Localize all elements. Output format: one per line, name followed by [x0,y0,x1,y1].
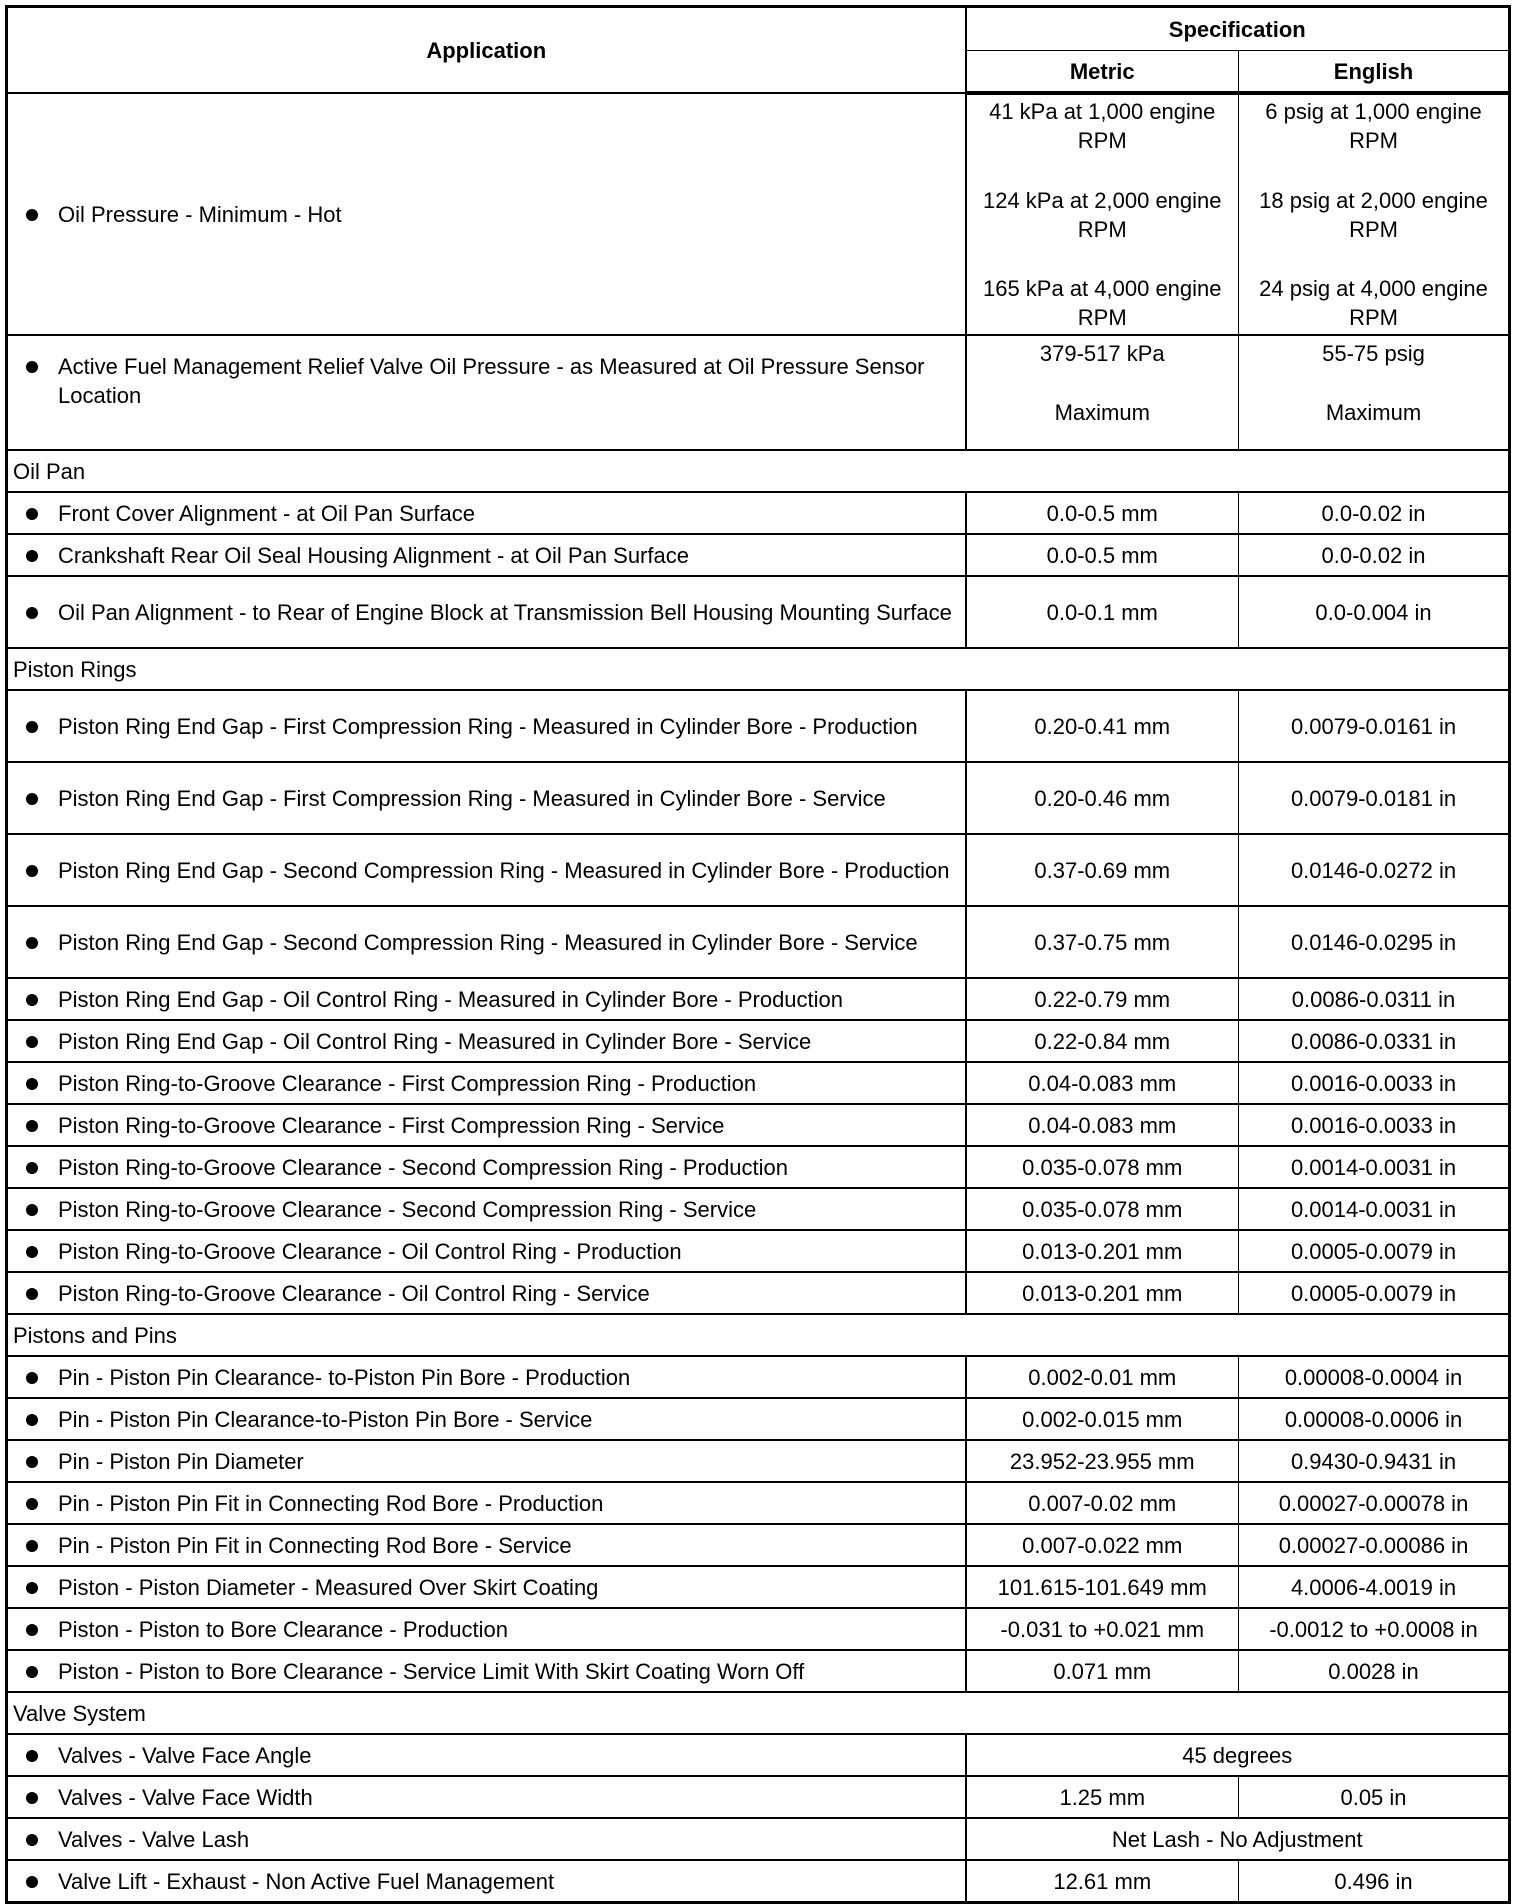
application-text: Pin - Piston Pin Fit in Connecting Rod Bore - Production [58,1490,604,1516]
table-row [7,576,1510,648]
application-cell [7,576,966,648]
application-cell [7,492,966,534]
metric-cell: 0.007-0.022 mm [966,1524,1239,1566]
application-text: Piston Ring-to-Groove Clearance - Oil Control Ring - Production [58,1238,682,1264]
english-cell: 0.0005-0.0079 in [1239,1230,1510,1272]
application-cell [7,1398,966,1440]
column-header-application [7,7,966,94]
application-text: Piston Ring End Gap - Oil Control Ring - Measured in Cylinder Bore - Production [58,986,844,1012]
section-header-piston-rings [7,648,1510,690]
metric-qualifier: Maximum [1054,400,1150,425]
english-cell: 0.0014-0.0031 in [1239,1188,1510,1230]
table-row [7,1860,1510,1903]
specification-header-label: Specification [1168,16,1306,42]
english-cell: 0.0005-0.0079 in [1239,1272,1510,1314]
english-cell: 0.0079-0.0181 in [1239,762,1510,834]
application-text: Piston Ring End Gap - First Compression Ring - Measured in Cylinder Bore - Service [58,785,886,811]
metric-cell: 0.04-0.083 mm [966,1062,1239,1104]
section-title: Valve System [7,1692,1510,1734]
metric-value: 379-517 kPa [1039,341,1165,366]
table-row [7,534,1510,576]
metric-cell [966,335,1239,450]
application-cell [7,1860,966,1903]
bullet-icon [26,1666,38,1678]
metric-cell: 0.013-0.201 mm [966,1272,1239,1314]
application-cell [7,534,966,576]
metric-cell: 0.007-0.02 mm [966,1482,1239,1524]
bullet-icon [26,1624,38,1636]
table-row [7,1650,1510,1692]
metric-cell: 0.22-0.79 mm [966,978,1239,1020]
application-text: Pin - Piston Pin Fit in Connecting Rod Bore - Service [58,1532,572,1558]
application-cell [7,1650,966,1692]
application-text: Pin - Piston Pin Clearance- to-Piston Pin Bore - Production [58,1364,631,1390]
application-cell [7,1356,966,1398]
metric-cell: 0.013-0.201 mm [966,1230,1239,1272]
english-cell: 0.0086-0.0311 in [1239,978,1510,1020]
application-cell [7,834,966,906]
application-text: Piston Ring-to-Groove Clearance - First Compression Ring - Service [58,1112,725,1138]
english-cell: 0.0079-0.0161 in [1239,690,1510,762]
english-cell: 0.0-0.02 in [1239,492,1510,534]
application-cell [7,335,966,450]
section-header-pistons-pins [7,1314,1510,1356]
table-row-afm-relief-pressure [7,335,1510,450]
application-cell [7,1020,966,1062]
table-row [7,1440,1510,1482]
english-cell [1239,335,1510,450]
application-cell [7,1104,966,1146]
metric-cell: 0.035-0.078 mm [966,1188,1239,1230]
bullet-icon [26,937,38,949]
english-cell: 0.00008-0.0006 in [1239,1398,1510,1440]
application-text: Valves - Valve Face Width [58,1784,313,1810]
table-row [7,1524,1510,1566]
bullet-icon [26,1498,38,1510]
table-row [7,1356,1510,1398]
bullet-icon [26,508,38,520]
application-cell [7,1062,966,1104]
application-text: Piston Ring-to-Groove Clearance - Second Compression Ring - Production [58,1154,789,1180]
application-cell [7,690,966,762]
english-cell: 0.00027-0.00078 in [1239,1482,1510,1524]
metric-cell: 0.002-0.01 mm [966,1356,1239,1398]
application-cell [7,1818,966,1860]
english-value: 6 psig at 1,000 engine RPM [1265,99,1482,153]
bullet-icon [26,1078,38,1090]
table-row [7,762,1510,834]
bullet-icon [26,1372,38,1384]
english-value: 24 psig at 4,000 engine RPM [1259,276,1488,330]
metric-cell: 0.04-0.083 mm [966,1104,1239,1146]
application-cell [7,1608,966,1650]
combined-spec-cell: Net Lash - No Adjustment [966,1818,1510,1860]
english-cell: 0.9430-0.9431 in [1239,1440,1510,1482]
table-row [7,1020,1510,1062]
section-title: Oil Pan [7,450,1510,492]
metric-header-label: Metric [1069,58,1135,84]
english-cell: 0.0028 in [1239,1650,1510,1692]
english-qualifier: Maximum [1325,400,1422,425]
bullet-icon [26,1414,38,1426]
table-row [7,1146,1510,1188]
bullet-icon [26,550,38,562]
specification-table [5,5,1511,1904]
metric-value: 124 kPa at 2,000 engine RPM [982,187,1222,242]
table-row [7,1566,1510,1608]
metric-cell: 1.25 mm [966,1776,1239,1818]
application-cell [7,93,966,335]
application-text: Valves - Valve Face Angle [58,1742,312,1768]
bullet-icon [26,1456,38,1468]
bullet-icon [26,1540,38,1552]
combined-spec-cell: 45 degrees [966,1734,1510,1776]
table-row [7,1776,1510,1818]
application-text: Piston - Piston to Bore Clearance - Production [58,1616,509,1642]
application-text: Front Cover Alignment - at Oil Pan Surface [58,500,475,526]
bullet-icon [26,793,38,805]
metric-cell: 0.035-0.078 mm [966,1146,1239,1188]
application-text: Piston Ring End Gap - First Compression Ring - Measured in Cylinder Bore - Production [58,713,918,739]
application-header-label: Application [426,37,547,63]
metric-value: 165 kPa at 4,000 engine RPM [982,276,1222,330]
bullet-icon [26,1204,38,1216]
english-value: 55-75 psig [1322,341,1425,366]
metric-cell: 0.20-0.41 mm [966,690,1239,762]
table-row [7,1062,1510,1104]
bullet-icon [26,1036,38,1048]
application-cell [7,762,966,834]
application-cell [7,1230,966,1272]
application-cell [7,906,966,978]
table-row [7,978,1510,1020]
metric-cell: 0.37-0.75 mm [966,906,1239,978]
application-text: Active Fuel Management Relief Valve Oil Pressure - as Measured at Oil Pressure Sensor Location [58,354,925,408]
metric-cell: 12.61 mm [966,1860,1239,1903]
metric-cell: 0.002-0.015 mm [966,1398,1239,1440]
english-cell: 0.0146-0.0295 in [1239,906,1510,978]
table-row [7,1608,1510,1650]
section-header-oil-pan [7,450,1510,492]
section-header-valve-system [7,1692,1510,1734]
metric-cell: 0.0-0.1 mm [966,576,1239,648]
metric-cell: 0.22-0.84 mm [966,1020,1239,1062]
english-cell: 0.0-0.02 in [1239,534,1510,576]
table-row [7,690,1510,762]
application-text: Oil Pressure - Minimum - Hot [58,201,342,227]
bullet-icon [26,1120,38,1132]
table-row-oil-pressure [7,93,1510,335]
application-text: Piston - Piston Diameter - Measured Over Skirt Coating [58,1574,599,1600]
english-cell: 0.496 in [1239,1860,1510,1903]
table-row [7,1230,1510,1272]
english-cell: 0.0014-0.0031 in [1239,1146,1510,1188]
english-cell: 0.0016-0.0033 in [1239,1104,1510,1146]
english-cell: 0.0146-0.0272 in [1239,834,1510,906]
bullet-icon [26,361,38,373]
column-header-specification [966,7,1510,51]
bullet-icon [26,1288,38,1300]
section-title: Piston Rings [7,648,1510,690]
english-cell: 0.05 in [1239,1776,1510,1818]
application-cell [7,1524,966,1566]
bullet-icon [26,1792,38,1804]
application-text: Crankshaft Rear Oil Seal Housing Alignment - at Oil Pan Surface [58,542,689,568]
application-text: Piston Ring End Gap - Oil Control Ring - Measured in Cylinder Bore - Service [58,1028,812,1054]
table-row [7,1482,1510,1524]
metric-cell [966,93,1239,335]
section-title: Pistons and Pins [7,1314,1510,1356]
english-cell: 0.00008-0.0004 in [1239,1356,1510,1398]
metric-cell: 0.37-0.69 mm [966,834,1239,906]
table-row [7,1734,1510,1776]
bullet-icon [26,865,38,877]
application-text: Piston Ring End Gap - Second Compression Ring - Measured in Cylinder Bore - Production [58,857,950,883]
application-cell [7,1566,966,1608]
table-row [7,1818,1510,1860]
application-cell [7,1734,966,1776]
application-text: Pin - Piston Pin Diameter [58,1448,304,1474]
table-row [7,906,1510,978]
application-cell [7,978,966,1020]
application-text: Valve Lift - Exhaust - Non Active Fuel Management [58,1868,555,1894]
application-text: Piston Ring-to-Groove Clearance - Oil Control Ring - Service [58,1280,650,1306]
english-cell: 0.00027-0.00086 in [1239,1524,1510,1566]
english-cell: 4.0006-4.0019 in [1239,1566,1510,1608]
metric-cell: 101.615-101.649 mm [966,1566,1239,1608]
english-value: 18 psig at 2,000 engine RPM [1259,187,1488,242]
application-text: Valves - Valve Lash [58,1826,250,1852]
table-row [7,1272,1510,1314]
metric-cell: 0.071 mm [966,1650,1239,1692]
application-text: Pin - Piston Pin Clearance-to-Piston Pin Bore - Service [58,1406,593,1432]
application-text: Oil Pan Alignment - to Rear of Engine Block at Transmission Bell Housing Mounting Surface [58,599,952,625]
bullet-icon [26,209,38,221]
metric-cell: 23.952-23.955 mm [966,1440,1239,1482]
bullet-icon [26,994,38,1006]
table-row [7,492,1510,534]
table-row [7,1398,1510,1440]
application-text: Piston - Piston to Bore Clearance - Service Limit With Skirt Coating Worn Off [58,1658,805,1684]
column-header-english [1239,51,1510,94]
table-row [7,1104,1510,1146]
application-cell [7,1440,966,1482]
english-header-label: English [1333,58,1414,84]
bullet-icon [26,721,38,733]
application-text: Piston Ring-to-Groove Clearance - Second Compression Ring - Service [58,1196,757,1222]
metric-value: 41 kPa at 1,000 engine RPM [989,99,1216,153]
application-cell [7,1146,966,1188]
application-cell [7,1482,966,1524]
application-cell [7,1272,966,1314]
english-cell: 0.0016-0.0033 in [1239,1062,1510,1104]
english-cell: -0.0012 to +0.0008 in [1239,1608,1510,1650]
bullet-icon [26,1162,38,1174]
bullet-icon [26,1582,38,1594]
bullet-icon [26,1750,38,1762]
english-cell [1239,93,1510,335]
application-text: Piston Ring End Gap - Second Compression Ring - Measured in Cylinder Bore - Service [58,929,918,955]
application-cell [7,1188,966,1230]
bullet-icon [26,1246,38,1258]
table-row [7,834,1510,906]
application-cell [7,1776,966,1818]
metric-cell: 0.0-0.5 mm [966,492,1239,534]
english-cell: 0.0086-0.0331 in [1239,1020,1510,1062]
table-row [7,1188,1510,1230]
column-header-metric [966,51,1239,94]
metric-cell: 0.20-0.46 mm [966,762,1239,834]
application-text: Piston Ring-to-Groove Clearance - First Compression Ring - Production [58,1070,757,1096]
bullet-icon [26,1834,38,1846]
bullet-icon [26,607,38,619]
english-cell: 0.0-0.004 in [1239,576,1510,648]
metric-cell: -0.031 to +0.021 mm [966,1608,1239,1650]
metric-cell: 0.0-0.5 mm [966,534,1239,576]
bullet-icon [26,1876,38,1888]
